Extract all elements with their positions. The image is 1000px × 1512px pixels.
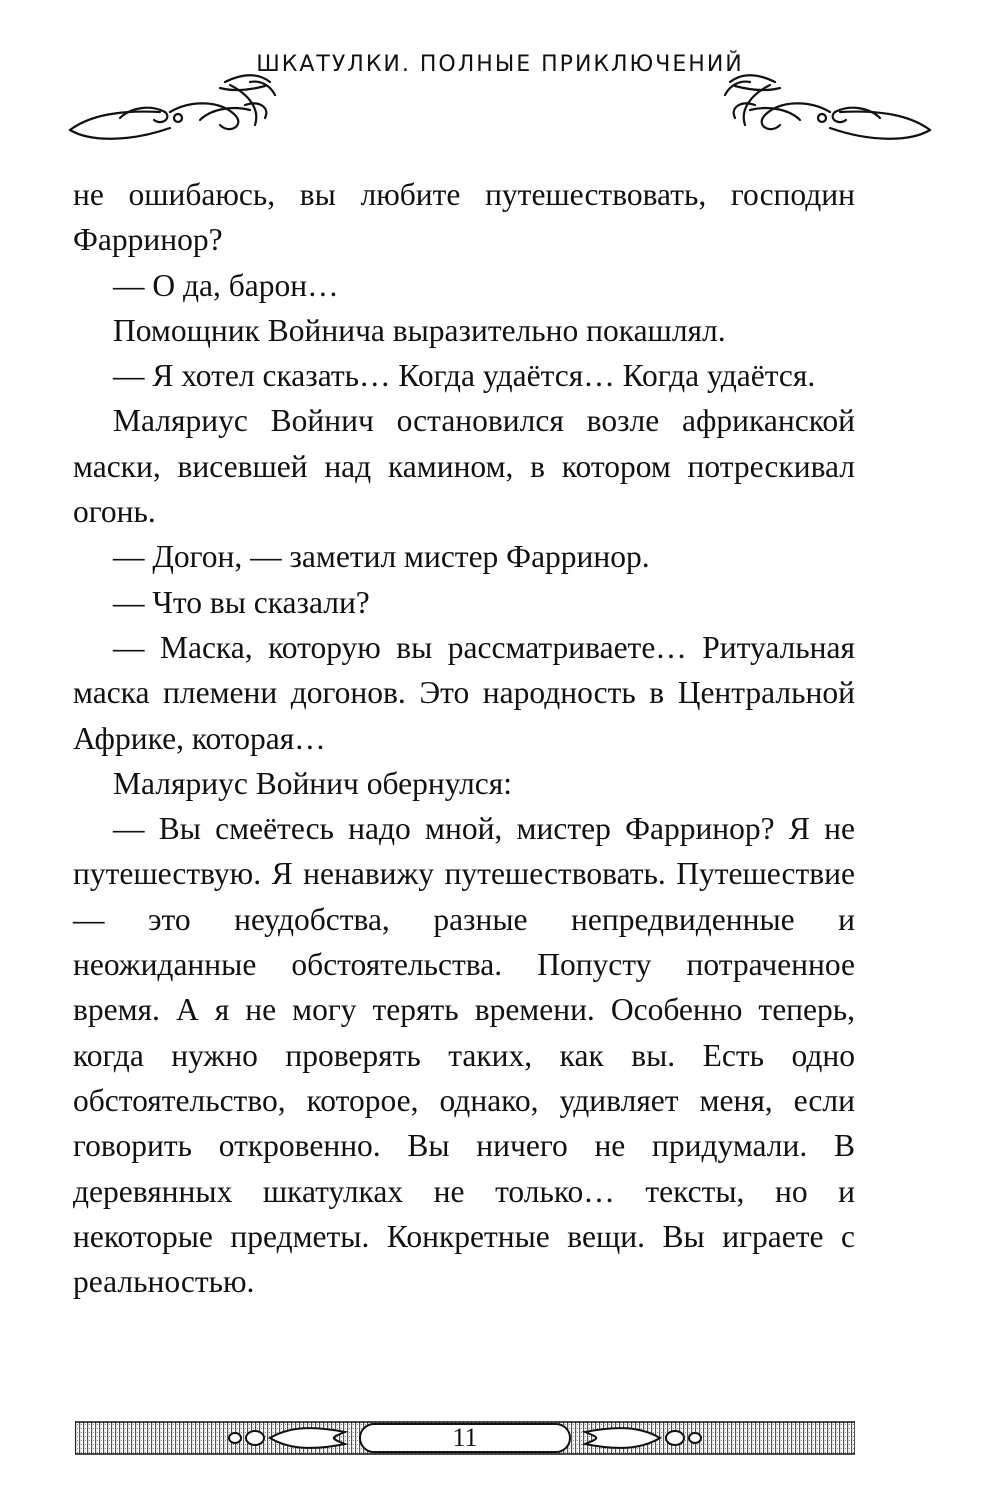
- running-footer: [75, 1418, 855, 1458]
- running-header: [0, 0, 1000, 150]
- paragraph: Помощник Войнича выразительно покашлял.: [113, 312, 726, 348]
- paragraph-continued: не ошибаюсь, вы любите путешествовать, господин Фарринор?: [73, 177, 855, 258]
- paragraph: — Что вы сказали?: [113, 584, 370, 620]
- body-text: [73, 172, 855, 1304]
- paragraph: Маляриус Войнич обернулся:: [113, 765, 512, 801]
- paragraph: — Догон, — заметил мистер Фарринор.: [113, 539, 650, 575]
- paragraph: Маляриус Войнич остановился возле африканской маски, висевшей над камином, в котором потрескивал огонь.: [73, 403, 855, 530]
- page-number: 11: [452, 1423, 478, 1452]
- running-title: ШКАТУЛКИ. ПОЛНЫЕ ПРИКЛЮЧЕНИЙ: [256, 52, 744, 77]
- paragraph: — Вы смеётесь надо мной, мистер Фарринор? Я не путешествую. Я ненавижу путешествовать. Путешествие — это неудобства, разные непредвиденные и неожиданные обстоятельства. Попусту потраченное время. А я не могу терять времени. Особенно теперь, когда нужно проверять таких, как вы. Есть одно обстоятельство, которое, однако, удивляет меня, если говорить откровенно. Вы ничего не придумали. В деревянных шкатулках не только… тексты, но и некоторые предметы. Конкретные вещи. Вы играете с реальностью.: [73, 811, 855, 1300]
- paragraph: — О да, барон…: [113, 267, 339, 303]
- header-ornament: [60, 60, 940, 145]
- paragraph: — Я хотел сказать… Когда удаётся… Когда удаётся.: [113, 358, 816, 394]
- paragraph: — Маска, которую вы рассматриваете… Ритуальная маска племени догонов. Это народность в Центральной Африке, которая…: [73, 629, 855, 756]
